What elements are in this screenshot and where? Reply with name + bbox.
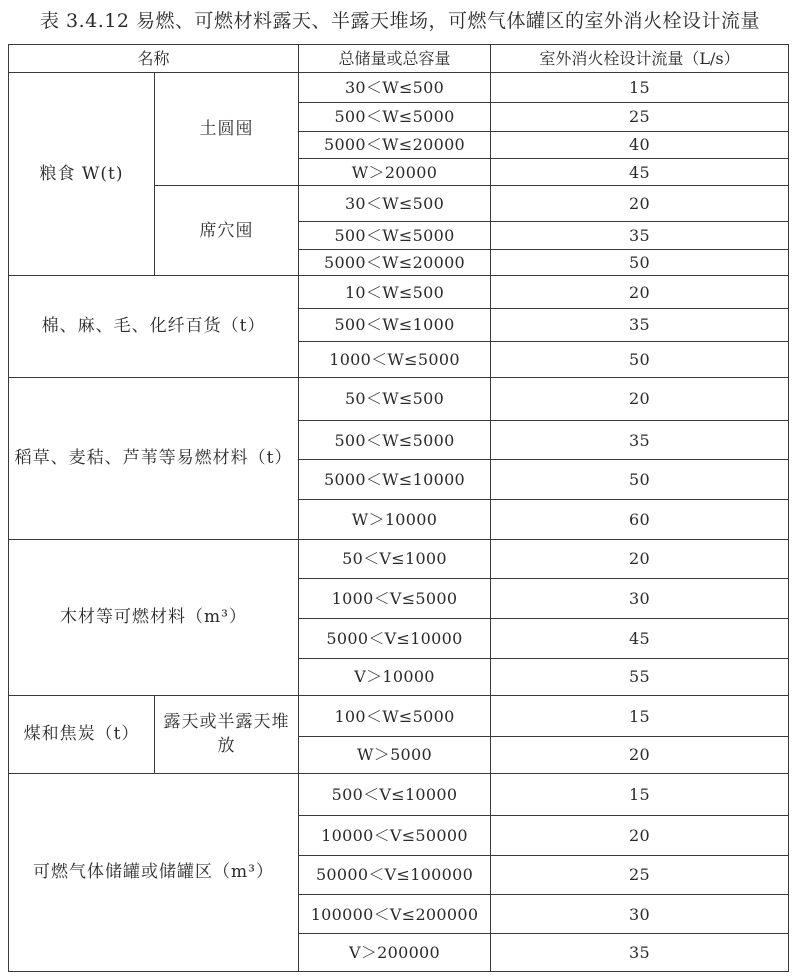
flow-cell: 50: [491, 342, 789, 377]
capacity-cell: 1000＜V≤5000: [299, 578, 491, 618]
subcategory-earth-bin: 土圆囤: [155, 73, 299, 186]
flow-cell: 35: [491, 934, 789, 972]
table-row: [9, 695, 789, 736]
capacity-cell: 5000＜W≤20000: [299, 131, 491, 158]
subcategory-open-air: 露天或半露天堆放: [155, 695, 299, 773]
capacity-cell: 50＜V≤1000: [299, 540, 491, 578]
capacity-cell: W＞10000: [299, 499, 491, 539]
category-gas: 可燃气体储罐或储罐区（m³）: [9, 773, 299, 971]
flow-cell: 35: [491, 420, 789, 459]
capacity-cell: 500＜V≤10000: [299, 773, 491, 815]
flow-cell: 15: [491, 695, 789, 736]
subcategory-mat-bin: 席穴囤: [155, 186, 299, 276]
capacity-cell: W＞20000: [299, 159, 491, 186]
flow-cell: 35: [491, 221, 789, 249]
category-cotton: 棉、麻、毛、化纤百货（t）: [9, 276, 299, 377]
flow-cell: 25: [491, 102, 789, 131]
header-flow: 室外消火栓设计流量（L/s）: [491, 45, 789, 73]
table-row: [9, 377, 789, 420]
flow-cell: 20: [491, 816, 789, 855]
flow-cell: 20: [491, 737, 789, 773]
capacity-cell: 50＜W≤500: [299, 377, 491, 420]
capacity-cell: 5000＜V≤10000: [299, 619, 491, 658]
fire-hydrant-flow-table: [8, 44, 789, 972]
flow-cell: 20: [491, 377, 789, 420]
flow-cell: 60: [491, 499, 789, 539]
table-row: [9, 540, 789, 578]
flow-cell: 15: [491, 73, 789, 102]
capacity-cell: 100000＜V≤200000: [299, 895, 491, 934]
capacity-cell: 500＜W≤5000: [299, 420, 491, 459]
header-capacity: 总储量或总容量: [299, 45, 491, 73]
table-row: [9, 73, 789, 102]
flow-cell: 35: [491, 308, 789, 341]
flow-cell: 45: [491, 619, 789, 658]
capacity-cell: 30＜W≤500: [299, 73, 491, 102]
capacity-cell: 10000＜V≤50000: [299, 816, 491, 855]
flow-cell: 40: [491, 131, 789, 158]
capacity-cell: 500＜W≤5000: [299, 221, 491, 249]
table-row: [9, 773, 789, 815]
capacity-cell: V＞10000: [299, 658, 491, 695]
flow-cell: 50: [491, 460, 789, 499]
category-straw: 稻草、麦秸、芦苇等易燃材料（t）: [9, 377, 299, 540]
capacity-cell: 100＜W≤5000: [299, 695, 491, 736]
flow-cell: 50: [491, 250, 789, 276]
capacity-cell: 500＜W≤5000: [299, 102, 491, 131]
flow-cell: 30: [491, 895, 789, 934]
capacity-cell: W＞5000: [299, 737, 491, 773]
capacity-cell: 50000＜V≤100000: [299, 855, 491, 894]
flow-cell: 45: [491, 159, 789, 186]
category-wood: 木材等可燃材料（m³）: [9, 540, 299, 696]
flow-cell: 20: [491, 186, 789, 221]
table-title: 表 3.4.12 易燃、可燃材料露天、半露天堆场，可燃气体罐区的室外消火栓设计流量: [39, 10, 760, 32]
capacity-cell: 5000＜W≤20000: [299, 250, 491, 276]
category-coal: 煤和焦炭（t）: [9, 695, 155, 773]
flow-cell: 55: [491, 658, 789, 695]
capacity-cell: 1000＜W≤5000: [299, 342, 491, 377]
capacity-cell: 30＜W≤500: [299, 186, 491, 221]
flow-cell: 30: [491, 578, 789, 618]
header-name: 名称: [9, 45, 299, 73]
flow-cell: 25: [491, 855, 789, 894]
flow-cell: 20: [491, 276, 789, 308]
capacity-cell: 10＜W≤500: [299, 276, 491, 308]
capacity-cell: 5000＜W≤10000: [299, 460, 491, 499]
flow-cell: 20: [491, 540, 789, 578]
table-row: [9, 276, 789, 308]
capacity-cell: V＞200000: [299, 934, 491, 972]
header-row: [9, 45, 789, 73]
flow-cell: 15: [491, 773, 789, 815]
category-grain: 粮食 W(t): [9, 73, 155, 276]
capacity-cell: 500＜W≤1000: [299, 308, 491, 341]
